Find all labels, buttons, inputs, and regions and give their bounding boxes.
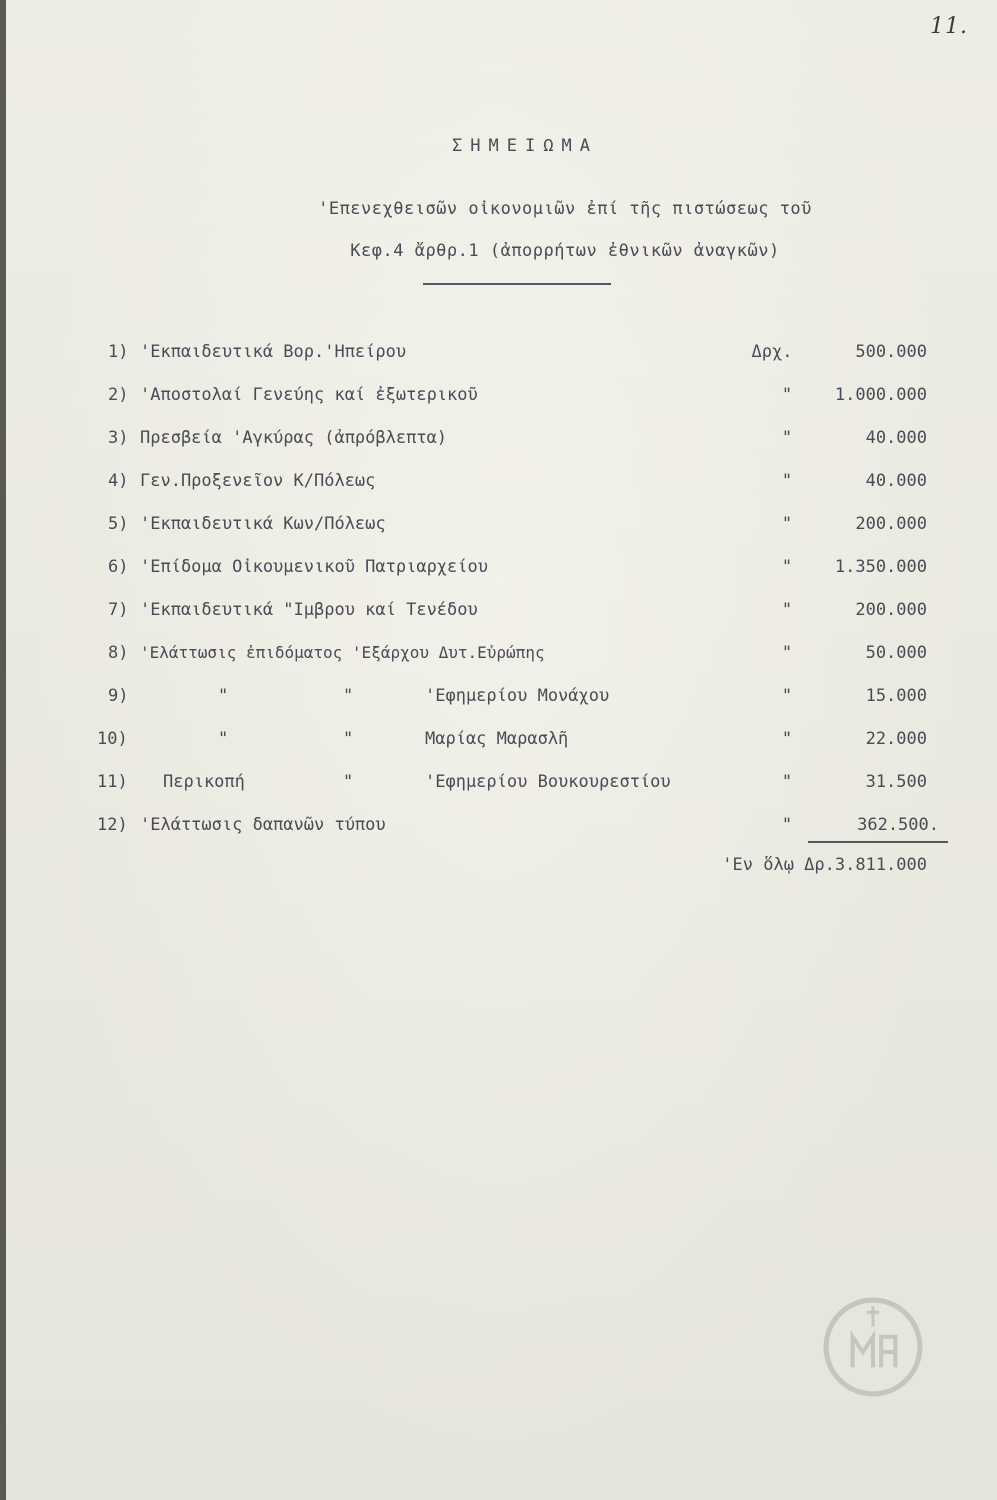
ditto-mark: " [781, 815, 793, 835]
entry-number: 4) [108, 471, 129, 491]
entry-number: 12) [97, 815, 128, 835]
entry-description: Μαρίας Μαρασλῆ [425, 729, 569, 749]
entry-number: 3) [108, 428, 129, 448]
ditto-mark: " [781, 428, 793, 448]
entry-description: 'Εφημερίου Μονάχου [425, 686, 610, 706]
entry-number: 6) [108, 557, 129, 577]
entry-number: 9) [108, 686, 129, 706]
ditto-mark: " [781, 471, 793, 491]
entry-row-3 [0, 428, 997, 458]
entry-description: 'Ελάττωσις δαπανῶν τύπου [140, 815, 386, 835]
entry-row-5 [0, 514, 997, 544]
entry-description: Πρεσβεία 'Αγκύρας (ἀπρόβλεπτα) [140, 428, 448, 448]
archive-stamp-icon [822, 1296, 924, 1398]
entry-number: 7) [108, 600, 129, 620]
entry-amount: 50.000 [865, 643, 927, 663]
entry-row-11 [0, 772, 997, 802]
entry-description: 'Επίδομα Οἰκουμενικοῦ Πατριαρχείου [140, 557, 488, 577]
entry-description: 'Αποστολαί Γενεύης καί ἐξωτερικοῦ [140, 385, 478, 405]
subtitle-line-2: Κεφ.4 ἄρθρ.1 (ἀπορρήτων ἐθνικῶν ἀναγκῶν) [350, 241, 780, 261]
subtitle-line-1: 'Επενεχθεισῶν οἰκονομιῶν ἐπί τῆς πιστώσεως τοῦ [318, 199, 812, 219]
entry-amount: 1.000.000 [834, 385, 927, 405]
entry-description: 'Ελάττωσις ἐπιδόματος 'Εξάρχου Δυτ.Εὐρώπης [140, 643, 545, 662]
document-title: ΣΗΜΕΙΩΜΑ [452, 136, 598, 156]
entry-amount: 15.000 [865, 686, 927, 706]
ditto-mark: " [781, 686, 793, 706]
title-underline [423, 283, 611, 285]
entry-row-10 [0, 729, 997, 759]
ditto-mark: " [343, 772, 354, 792]
entry-number: 2) [108, 385, 129, 405]
entry-amount: 362.500. [857, 815, 939, 835]
entry-row-9 [0, 686, 997, 716]
entry-amount: 40.000 [865, 471, 927, 491]
page-number: 11. [930, 14, 968, 39]
ditto-mark: " [218, 686, 229, 706]
ditto-mark: " [343, 729, 354, 749]
currency-label: Δρχ. [751, 342, 793, 362]
entry-amount: 200.000 [855, 514, 927, 534]
ditto-mark: " [781, 600, 793, 620]
entry-description: Περικοπή [163, 772, 245, 792]
ditto-mark: " [218, 729, 229, 749]
entry-amount: 22.000 [865, 729, 927, 749]
entry-description: 'Εκπαιδευτικά "Ιμβρου καί Τενέδου [140, 600, 478, 620]
ditto-mark: " [343, 686, 354, 706]
entry-row-1 [0, 342, 997, 372]
entry-amount: 40.000 [865, 428, 927, 448]
entry-amount: 200.000 [855, 600, 927, 620]
entry-row-4 [0, 471, 997, 501]
entry-amount: 500.000 [855, 342, 927, 362]
ditto-mark: " [781, 643, 793, 663]
entry-description: 'Εκπαιδευτικά Βορ.'Ηπείρου [140, 342, 407, 362]
entry-number: 1) [108, 342, 129, 362]
entry-number: 10) [97, 729, 128, 749]
entry-description: 'Εφημερίου Βουκουρεστίου [425, 772, 671, 792]
entry-description: 'Εκπαιδευτικά Κων/Πόλεως [140, 514, 386, 534]
entry-row-7 [0, 600, 997, 630]
ditto-mark: " [781, 557, 793, 577]
ditto-mark: " [781, 385, 793, 405]
entry-amount: 1.350.000 [834, 557, 927, 577]
ditto-mark: " [781, 729, 793, 749]
ditto-mark: " [781, 514, 793, 534]
entry-row-6 [0, 557, 997, 587]
grand-total: 'Εν ὅλῳ Δρ.3.811.000 [722, 855, 927, 875]
entry-row-8 [0, 643, 997, 673]
entry-number: 5) [108, 514, 129, 534]
sum-underline [808, 841, 948, 843]
ditto-mark: " [781, 772, 793, 792]
entry-amount: 31.500 [865, 772, 927, 792]
entry-number: 8) [108, 643, 129, 663]
entry-row-2 [0, 385, 997, 415]
entry-description: Γεν.Προξενεῖον Κ/Πόλεως [140, 471, 376, 491]
entry-number: 11) [97, 772, 128, 792]
